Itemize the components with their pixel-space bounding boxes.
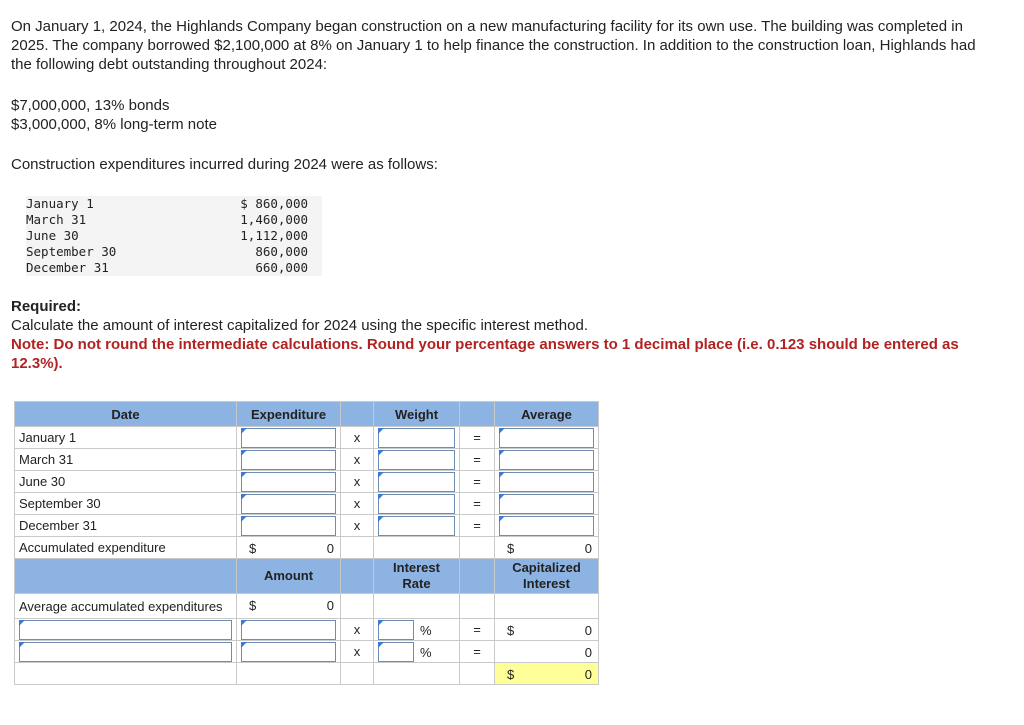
accumulated-label: Accumulated expenditure <box>15 537 237 559</box>
times-sign: x <box>341 471 374 493</box>
equals-sign: = <box>460 641 495 663</box>
equals-sign: = <box>460 515 495 537</box>
accumulated-row <box>15 537 599 559</box>
header-row-2 <box>15 559 599 594</box>
capitalized-interest-value: 0 <box>584 645 592 660</box>
schedule-amount: 1,460,000 <box>240 212 308 227</box>
worksheet-table <box>14 401 599 685</box>
schedule-row <box>26 228 322 244</box>
equals-sign: = <box>460 493 495 515</box>
dollar-sign: $ <box>507 667 515 682</box>
required-text: Calculate the amount of interest capitalized for 2024 using the specific interest method. <box>11 317 588 334</box>
table-row <box>15 493 599 515</box>
percent-sign: % <box>420 645 432 660</box>
expenditure-input[interactable] <box>241 516 336 536</box>
interest-row <box>15 619 599 641</box>
schedule-date: March 31 <box>26 212 87 227</box>
weight-input[interactable] <box>378 472 455 492</box>
expenditure-input[interactable] <box>241 428 336 448</box>
times-sign: x <box>341 641 374 663</box>
schedule-date: January 1 <box>26 196 94 211</box>
equals-sign: = <box>460 471 495 493</box>
percent-sign: % <box>420 623 432 638</box>
times-sign: x <box>341 619 374 641</box>
average-input[interactable] <box>499 516 594 536</box>
equals-sign: = <box>460 427 495 449</box>
average-input[interactable] <box>499 472 594 492</box>
dollar-sign: $ <box>249 541 257 556</box>
row-date: January 1 <box>15 427 237 449</box>
schedule-row <box>26 212 322 228</box>
table-row <box>15 515 599 537</box>
row-date: December 31 <box>15 515 237 537</box>
schedule-amount: $ 860,000 <box>240 196 308 211</box>
row-date: September 30 <box>15 493 237 515</box>
weight-input[interactable] <box>378 428 455 448</box>
total-row <box>15 663 599 685</box>
weight-input[interactable] <box>378 516 455 536</box>
dollar-sign: $ <box>507 541 515 556</box>
average-input[interactable] <box>499 494 594 514</box>
accumulated-expenditure-total: 0 <box>326 541 334 556</box>
debt-item: $3,000,000, 8% long-term note <box>11 116 217 133</box>
table-row <box>15 427 599 449</box>
schedule-amount: 660,000 <box>255 260 308 275</box>
times-sign: x <box>341 449 374 471</box>
equals-sign: = <box>460 449 495 471</box>
table-row <box>15 471 599 493</box>
amount-input[interactable] <box>241 642 336 662</box>
required-heading: Required: <box>11 298 82 315</box>
debt-list <box>11 96 217 134</box>
times-sign: x <box>341 427 374 449</box>
required-section <box>11 297 1011 373</box>
debt-description-input[interactable] <box>19 620 232 640</box>
interest-rate-input[interactable] <box>378 620 414 640</box>
expenditure-schedule <box>26 196 322 276</box>
table-row <box>15 449 599 471</box>
schedule-row <box>26 260 322 276</box>
average-input[interactable] <box>499 428 594 448</box>
total-capitalized-interest <box>495 663 599 685</box>
header-interest-rate: Interest Rate <box>374 559 460 594</box>
row-date: June 30 <box>15 471 237 493</box>
header-average: Average <box>495 402 599 427</box>
average-accumulated-amount: 0 <box>326 598 334 613</box>
schedule-amount: 860,000 <box>255 244 308 259</box>
weight-input[interactable] <box>378 450 455 470</box>
weight-input[interactable] <box>378 494 455 514</box>
header-expenditure: Expenditure <box>237 402 341 427</box>
times-sign: x <box>341 493 374 515</box>
total-capitalized-value: 0 <box>584 667 592 682</box>
amount-input[interactable] <box>241 620 336 640</box>
schedule-row <box>26 196 322 212</box>
header-weight: Weight <box>374 402 460 427</box>
average-accumulated-label: Average accumulated expenditures <box>15 594 237 619</box>
dollar-sign: $ <box>249 598 257 613</box>
average-accumulated-row <box>15 594 599 619</box>
problem-intro: On January 1, 2024, the Highlands Company began construction on a new manufacturing facility for its own use. The building was completed in 2025. The company borrowed $2,100,000 at 8% on January 1 to help finance the construction. In addition to the construction loan, Highlands had the following debt outstanding throughout 2024: <box>11 18 976 73</box>
expenditure-input[interactable] <box>241 494 336 514</box>
schedule-amount: 1,112,000 <box>240 228 308 243</box>
expenditure-intro: Construction expenditures incurred during 2024 were as follows: <box>11 156 438 173</box>
header-amount: Amount <box>237 559 341 594</box>
header-row <box>15 402 599 427</box>
schedule-row <box>26 244 322 260</box>
row-date: March 31 <box>15 449 237 471</box>
times-sign: x <box>341 515 374 537</box>
debt-item: $7,000,000, 13% bonds <box>11 97 170 114</box>
schedule-date: September 30 <box>26 244 117 259</box>
schedule-date: June 30 <box>26 228 79 243</box>
rounding-note: Note: Do not round the intermediate calculations. Round your percentage answers to 1 decimal place (i.e. 0.123 should be entered as 12.3%). <box>11 336 959 372</box>
average-input[interactable] <box>499 450 594 470</box>
capitalized-interest-value: 0 <box>584 623 592 638</box>
dollar-sign: $ <box>507 623 515 638</box>
expenditure-input[interactable] <box>241 472 336 492</box>
interest-rate-input[interactable] <box>378 642 414 662</box>
schedule-date: December 31 <box>26 260 109 275</box>
interest-row <box>15 641 599 663</box>
header-date: Date <box>15 402 237 427</box>
equals-sign: = <box>460 619 495 641</box>
expenditure-input[interactable] <box>241 450 336 470</box>
debt-description-input[interactable] <box>19 642 232 662</box>
header-capitalized-interest: Capitalized Interest <box>495 559 599 594</box>
average-total: 0 <box>584 541 592 556</box>
